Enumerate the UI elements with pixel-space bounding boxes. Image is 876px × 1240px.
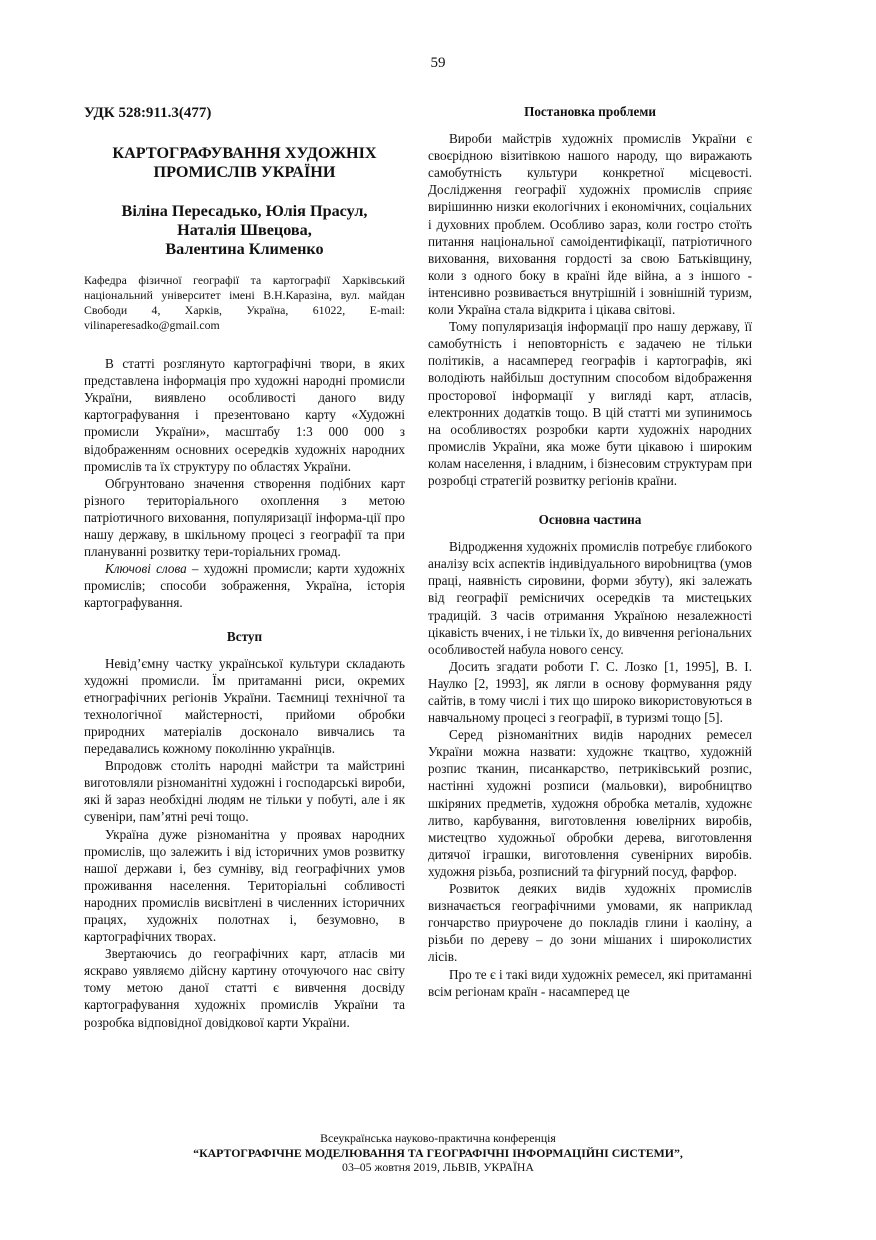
abstract — [84, 355, 405, 611]
paragraph: Невід’ємну частку української культури складають художні промисли. Їм притаманні риси, окремих етнографічних регіонів України. Таємниці технічної та технологічної майстерності, прийоми обробки природних матеріалів досконало вивчались та передавались кожному поколінню українців. — [84, 655, 405, 757]
abstract-paragraph: В статті розглянуто картографічні твори, в яких представлена інформація про художні народні промисли України, виявлено особливості даного виду картографування і презентовано карту «Художні промисли України», масштабу 1:3 000 000 з відображенням основних осередків художніх народних промислів та їх структуру по областях України. — [84, 356, 405, 474]
paragraph: Розвиток деяких видів художніх промислів визначається географічними умовами, як наприклад гончарство приурочене до покладів глини і каоліну, а різьби по дереву – до зони мішаних і широколистих лісів. — [428, 881, 752, 965]
keywords — [84, 560, 405, 611]
left-column — [84, 103, 405, 1031]
keywords-text: – художні промисли; карти художніх промислів; способи зображення, Україна, історія картографування. — [84, 561, 405, 611]
paragraph: Звертаючись до географічних карт, атласів ми яскраво уявляємо дійсну картину оточуючого нас світу тому метою даної статті є вивчення досвіду картографування художніх промислів України та розробка відповідної довідкової карти України. — [84, 946, 405, 1030]
affiliation: Кафедра фізичної географії та картографії Харківський національний університет імені В.Н.Каразіна, вул. майдан Свободи 4, Харків, Україна, 61022, E-mail: vilinaperesadko@gmail.com — [84, 273, 405, 333]
author-line: Валентина Клименко — [165, 240, 324, 259]
authors — [84, 202, 405, 259]
paper-title — [84, 144, 405, 182]
page-number: 59 — [430, 55, 446, 71]
paragraph: Україна дуже різноманітна у проявах народних промислів, що залежить і від історичних умов розвитку нашої держави і, без сумніву, від географічних умов проживання населення. Територіальні собливості народних промислів висвітлені в численних історичних працях, художніх полотнах і, безумовно, в картографічних творах. — [84, 826, 405, 945]
section-heading-intro: Вступ — [226, 628, 263, 644]
right-column — [428, 103, 752, 1000]
author-line: Наталія Швецова, — [177, 221, 312, 240]
paragraph: Про те є і такі види художніх ремесел, які притаманні всім регіонам країн - насамперед це — [428, 966, 752, 999]
author-line: Віліна Пересадько, Юлія Прасул, — [121, 202, 368, 221]
paragraph: Серед різноманітних видів народних ремесел України можна назвати: художнє ткацтво, художній розпис тканин, писанкарство, петриківський розпис, настінні художні розписи (мальовки), виробництво шкіряних предметів, художня обробка металів, художнє литво, карбування, виготовлення ювелірних виробів, мистецтво художньої обробки дерева, виготовлення дитячої іграшки, виготовлення сувенірних виробів. художня різьба, розписний та фігурний посуд, фарфор. — [428, 727, 752, 879]
section-heading-main: Основна частина — [538, 512, 642, 528]
paragraph: Впродовж століть народні майстри та майстрині виготовляли різноманітні художні і господарські вироби, які й зараз необхідні людям не тільки у побуті, але і як сувеніри, пам’ятні речі тощо. — [84, 758, 405, 825]
title-line: ПРОМИСЛІВ УКРАЇНИ — [153, 163, 336, 182]
footer-line: 03–05 жовтня 2019, ЛЬВІВ, УКРАЇНА — [342, 1160, 534, 1174]
udc-code: УДК 528:911.3(477) — [84, 105, 212, 121]
paragraph: Відродження художніх промислів потребує глибокого аналізу всіх аспектів індивідуального вирobництва (умов праці, наявність сировини, форми збуту), які залежать від географії ремісничих осередків та мистецьких традицій. З часів отримання Україною незалежності цікавість вчених, і не тільки їх, до вивчення регіональних особливостей набула нового сенсу. — [428, 539, 752, 657]
paragraph: Вироби майстрів художніх промислів України є своєрідною візитівкою нашого народу, що виражають самобутність культури конкретної місцевості. Дослідження географії художніх промислів сприяє вирішинню низки екологічних і економічних, соціальних і духовних проблем. Особливо зараз, коли гостро стоїть питання національної самоідентифікації, патріотичного виховання, виховання гордості за свою Батьківщину, коли з одного боку в країні йде війна, а з іншого - інтенсивно розвивається внутрішній і зовнішній туризм, коли Україна стала відкрита і цікава світові. — [428, 131, 752, 318]
paragraph: Досить згадати роботи Г. С. Лозко [1, 1995], В. І. Наулко [2, 1993], як лягли в основу формування ряду сайтів, в тому числі і тих що широко використовуються в навчальному процесі з географії, в туризмі тощо [5]. — [428, 658, 752, 726]
abstract-paragraph: Обгрунтовано значення створення подібних карт різного територіального охоплення з метою патріотичного виховання, популяризації інформа-ції про нашу державу, в шкільному процесі з географії та при плануванні розвитку тери-торіальних громад. — [84, 475, 405, 560]
conference-footer — [0, 1131, 876, 1175]
keywords-label: Ключові слова — [105, 561, 187, 577]
footer-line: Всеукраїнська науково-практична конференція — [320, 1131, 556, 1145]
section-heading-problem: Постановка проблеми — [524, 104, 656, 119]
title-line: КАРТОГРАФУВАННЯ ХУДОЖНІХ — [112, 144, 377, 163]
paragraph: Тому популяризація інформації про нашу державу, її самобутність і неповторність є задачею не тільки політиків, а насамперед географів і картографів, які володіють найбільш доступним способом відображення просторової інформації у вигляді карт, атласів, електронних додатків тощо. В цій статті ми зупинимось на особливостях розробки карти художніх народних промислів України, яка може бути цікавою і широким колам населення, і владним, і бізнесовим структурам при розробці стратегій розвитку регіонів країни. — [428, 319, 752, 488]
footer-conference-title: “КАРТОГРАФІЧНЕ МОДЕЛЮВАННЯ ТА ГЕОГРАФІЧНІ ІНФОРМАЦІЙНІ СИСТЕМИ”, — [193, 1145, 683, 1160]
